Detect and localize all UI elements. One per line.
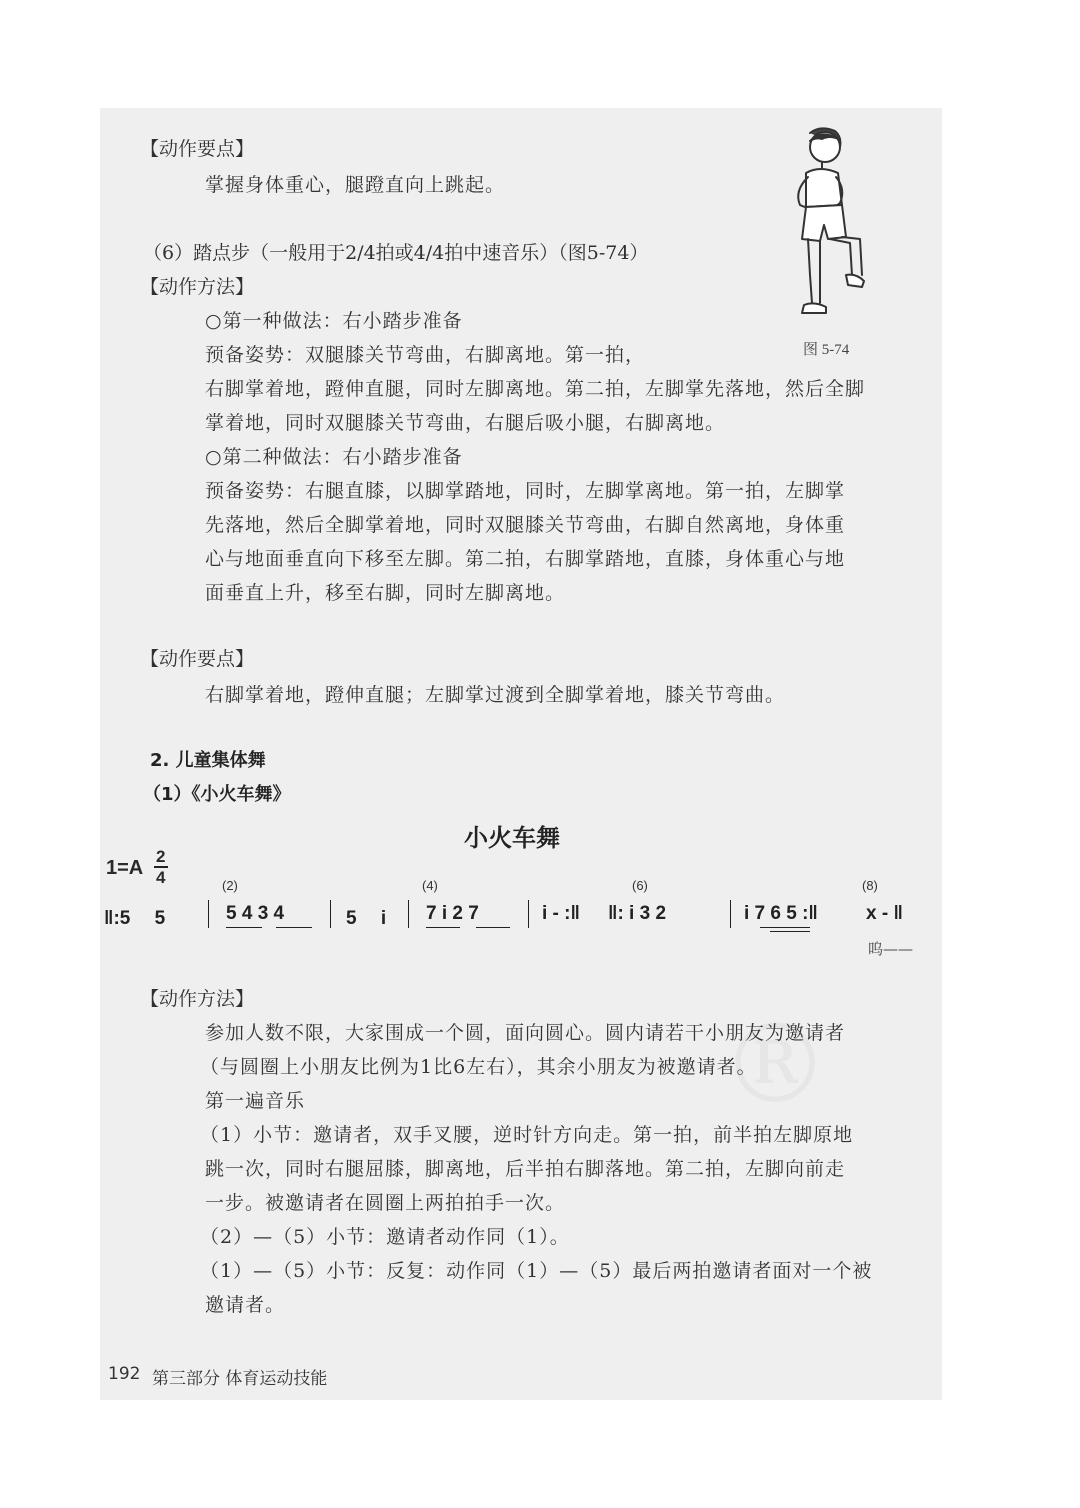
measure-number: (2) <box>222 878 238 893</box>
method-line: （1）—（5）小节：反复：动作同（1）—（5）最后两拍邀请者面对一个被 <box>200 1260 873 1282</box>
item6-line: 掌着地，同时双腿膝关节弯曲，右腿后吸小腿，右脚离地。 <box>205 412 726 434</box>
item6-title: （6）踏点步（一般用于2/4拍或4/4拍中速音乐）（图5-74） <box>143 242 649 264</box>
barline <box>408 900 409 928</box>
measure-number: (4) <box>422 878 438 893</box>
section-subheading-train-dance: （1）《小火车舞》 <box>143 784 291 805</box>
score-segment: 5 4 3 4 <box>226 903 285 924</box>
key-points-text-2: 右脚掌着地，蹬伸直腿；左脚掌过渡到全脚掌着地，膝关节弯曲。 <box>205 684 786 706</box>
measure-number: (8) <box>862 878 878 893</box>
song-title: 小火车舞 <box>464 824 560 852</box>
score-segment: x - ‖ <box>866 903 903 924</box>
time-signature-bottom: 4 <box>156 868 166 887</box>
item6-method-heading: 【动作方法】 <box>140 276 255 298</box>
key-signature: 1=A <box>106 857 144 879</box>
barline <box>730 900 731 928</box>
beam-underline <box>770 931 810 932</box>
key-points-heading-2: 【动作要点】 <box>140 648 255 670</box>
method-heading-2: 【动作方法】 <box>140 988 255 1010</box>
footer-part-title: 第三部分 体育运动技能 <box>152 1369 328 1389</box>
beam-underline <box>426 927 460 928</box>
figure-caption: 图 5-74 <box>803 342 850 358</box>
score-segment: 7 i 2 7 <box>426 903 479 924</box>
method-line: （2）—（5）小节：邀请者动作同（1）。 <box>200 1226 570 1248</box>
barline <box>208 900 209 928</box>
lyric: 呜—— <box>868 940 914 958</box>
score-segment: ‖: i 3 2 <box>608 903 667 924</box>
child-stepping-illustration <box>780 125 870 330</box>
item6-line: 预备姿势：双腿膝关节弯曲，右脚离地。第一拍， <box>205 344 646 366</box>
key-points-heading-1: 【动作要点】 <box>140 138 255 160</box>
time-signature-top: 2 <box>156 847 166 866</box>
item6-line: ○第二种做法：右小踏步准备 <box>205 446 463 468</box>
item6-line: 预备姿势：右腿直膝，以脚掌踏地，同时，左脚掌离地。第一拍，左脚掌 <box>205 480 846 502</box>
score-segment: ‖:5 5 <box>104 908 166 929</box>
key-points-text-1: 掌握身体重心，腿蹬直向上跳起。 <box>205 174 506 196</box>
barline <box>330 900 331 928</box>
barline <box>528 900 529 928</box>
method-line: 第一遍音乐 <box>205 1090 306 1112</box>
page-number: 192 <box>108 1364 141 1384</box>
method-line: 参加人数不限，大家围成一个圆，面向圆心。圆内请若干小朋友为邀请者 <box>205 1022 846 1044</box>
method-line: （1）小节：邀请者，双手叉腰，逆时针方向走。第一拍，前半拍左脚原地 <box>200 1124 854 1146</box>
item6-line: 右脚掌着地，蹬伸直腿，同时左脚离地。第二拍，左脚掌先落地，然后全脚 <box>205 378 866 400</box>
method-line: 一步。被邀请者在圆圈上两拍拍手一次。 <box>205 1192 566 1214</box>
item6-line: 先落地，然后全脚掌着地，同时双腿膝关节弯曲，右脚自然离地，身体重 <box>205 514 846 536</box>
method-line: 邀请者。 <box>205 1294 286 1316</box>
score-segment: i - :‖ <box>542 903 580 924</box>
score-segment: 5 i <box>346 908 387 929</box>
method-line: 跳一次，同时右腿屈膝，脚离地，后半拍右脚落地。第二拍，左脚向前走 <box>205 1158 846 1180</box>
method-line: （与圆圈上小朋友比例为1比6左右），其余小朋友为被邀请者。 <box>200 1056 757 1078</box>
beam-underline <box>276 927 312 928</box>
beam-underline <box>760 927 810 928</box>
item6-line: 面垂直上升，移至右脚，同时左脚离地。 <box>205 582 566 604</box>
score-segment: i 7 6 5 :‖ <box>744 903 818 924</box>
section-heading-group-dance: 2. 儿童集体舞 <box>150 750 266 771</box>
beam-underline <box>476 927 510 928</box>
time-signature-line <box>154 866 168 868</box>
item6-line: 心与地面垂直向下移至左脚。第二拍，右脚掌踏地，直膝，身体重心与地 <box>205 548 846 570</box>
item6-line: ○第一种做法：右小踏步准备 <box>205 310 463 332</box>
beam-underline <box>226 927 262 928</box>
measure-number: (6) <box>632 878 648 893</box>
